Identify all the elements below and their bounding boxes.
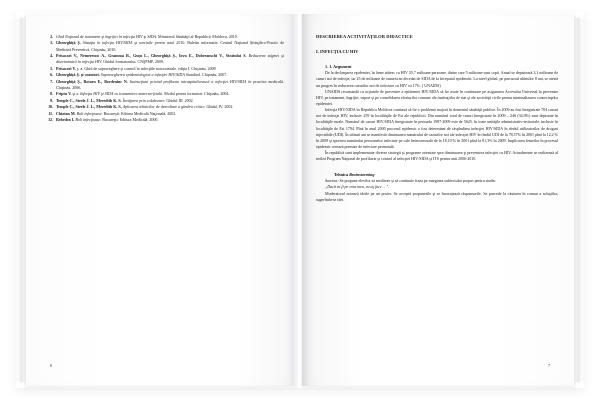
reference-text: Temple C., Steele J. L., Meredith K. S. Învăţarea prin colaborare. Ghidul III. 2002. (56, 97, 194, 103)
reference-number: 8. (50, 91, 53, 97)
reference-text: Gheorghiţă Ş. Situaţia în infecţia HIV/SIDA şi sarcinile pentru anul 2010. Buletin informativ. Centrul Naţional Ştiinţifico-Practic de Medicină Preventivă, Chişinău, 2010. (56, 40, 285, 52)
reference-number: 3. (50, 40, 53, 46)
reference-number: 5. (50, 65, 53, 71)
reference-item (42, 104, 284, 110)
technique-line: Sarcina: Se propune elevilor să mediteze şi să continuie fraza pe marginea subiectului propus pentru studiu (325, 178, 496, 184)
page-left (26, 14, 298, 386)
reference-item (42, 117, 284, 123)
page-left-content (42, 34, 284, 123)
reference-item (42, 66, 284, 72)
subsection-heading: 1. 1. Argument (325, 63, 352, 69)
reference-number: 6. (50, 72, 53, 78)
technique-heading-italic: Brainstorming (349, 172, 375, 178)
page-title: DESCRIEREA ACTIVITĂŢILOR DIDACTICE (316, 34, 413, 39)
reference-text: Friptu V. şi a. Infecţia HIV şi SIDA cu transmitere materno-fetală. Modul pentru formatori. Chişinău, 2004. (56, 91, 230, 97)
reference-number: 4. (50, 53, 53, 59)
reference-text: Temple C., Steele J. L., Meredith K. S. Aplicarea tehnicilor de dezvoltare a gîndirii critice. Ghidul IV. 2002. (56, 104, 234, 110)
body-paragraphs (316, 70, 558, 162)
technique-lines (316, 178, 558, 203)
page-right-content (316, 34, 558, 203)
reference-number: 11. (48, 110, 53, 116)
section-heading: I. INFECŢIA CU HIV (316, 48, 359, 54)
reference-text: Chiotan M. Boli infecţioase. Bucureşti: Editura Medicală Naţională, 2002. (56, 110, 177, 116)
body-paragraph: Infecţia HIV/SIDA în Republica Moldova continuă să fie o problemă majoră în domeniul sănătăţii publice. În 2009 au fost înregistrate 704 cazuri noi de infecţie HIV, inclusiv 259 în localităţile de Est ale republicii. Din numărul total de cazuri înregistrate în 2009 – 246 (34,9%) sunt depistate în localităţile rurale. Numărul de cazuri HIV/SIDA înregistrate în perioada 1987-2009 este de 5625, în toate unităţile administrativ-teritoriale, inclusiv în localităţile de Est 1794. Pînă în anul 2000 procesul epidemic a fost determinat de răspîndirea infecţiei HIV/SIDA în rîndul utilizatorilor de droguri injectabile (UDI). În ultimii ani se manifestă diminuarea numărului de cazurilor noi ale infecţiei HIV în rîndul UDI de la 78,57% în 2001 pînă la 12,2 % în 2009 şi sporirea numărului persoanelor infectate pe cale heterosexuală de la 18,10 % în 2001 pînă la 81,3% în 2009. Implicarea femeilor în procesul epidemic creează premize de infectare perinatală. (316, 107, 558, 150)
page-number-right: 7 (548, 363, 550, 368)
reference-text: Gheorghiţă Ş. şi coautori. Supravegherea epidemiologică a infecţiei HIV/SIDA Standard. Chişinău, 2007. (56, 72, 228, 78)
reference-text: Ghid Naţional de tratament şi îngrijiri în infecţia HIV şi SIDA. Ministerul Sănătăţii al Republicii Moldova, 2010. (56, 34, 238, 39)
reference-text: Prisacari V. ş. a. Ghid de supraveghere şi control în infecţiile nosocomiale. ediţia I. Chişinău, 2008 (56, 65, 216, 71)
reference-text: Rebedea I. Boli infecţioase. Bucureşti: Editura Medicală, 2000. (56, 117, 159, 122)
spacer (316, 163, 558, 173)
reference-list (42, 34, 284, 123)
body-paragraph: În republică sunt implementate diverse strategii şi programe orientate spre diminuarea şi prevenirea infecţiei cu HIV. Actualmente se realizează al treilea Program Naţional de profilaxie şi control al infecţiei HIV/SIDA şi ITS pentru anii 2006-2010. (316, 150, 558, 162)
page-number-left: 6 (50, 363, 52, 368)
reference-item (42, 79, 284, 91)
reference-item (42, 72, 284, 78)
reference-number: 7. (50, 78, 53, 84)
reference-text: Gheorghiţă Ş., Rotaru E., Bordeniuc N. Instrucţiuni privind profilaxia intraspitalicească a infecţiei HIV/SIDA în practica medicală. Chişinău, 2006. (56, 78, 284, 90)
technique-line: Moderatorul notează ideile pe un poster. Se acceptă propunerile şi se încurajează răspunsurile. Se purcede la căutarea în comun a soluţiilor, sugerîndu-se idei. (316, 190, 558, 202)
reference-item (42, 91, 284, 97)
page-right (302, 14, 574, 386)
body-paragraph: De la declanşarea epidemiei, în lume trăiesc cu HIV 35,7 milioane persoane, dintre care 5 milioane sunt copii. Anual se depistează 3,1 milioane de cazuri noi de infecţie, iar 25 de milioane de oameni au decedat de SIDA de la începutul epidemiei. La nivel global, pe parcursul ultimilor 8 ani, se atestă un progres în reducerea cazurilor noi de infectare cu HIV cu 17%. ( UNAIDS) (316, 70, 558, 88)
reference-number: 9. (50, 97, 53, 103)
reference-number: 12. (48, 117, 53, 122)
reference-text: Prisacari V., Nemerenco A., Gramma R., Guţu L., Gheorghiţă Ş., Iovu E., Dobreanschi V., Stratulat S. Reducerea stigmei şi discriminării în infecţia HIV. Ghidul formatorului, CNŞPMP, 2009. (56, 53, 284, 65)
reference-item (42, 111, 284, 117)
body-paragraph: UNAIDS recomandă ca acţiunile de prevenire a epidemiei HIV/SIDA să fie axate în continuare pe asigurarea Accesului Universal la prevenire HIV, pe tratament, îngrijiri, suport şi pe consolidarea eforturilor comune ale instituţiilor de stat şi ale societăţii civile pentru minimalizarea consecinţelor epidemiei. (316, 88, 558, 106)
reference-item (42, 40, 284, 52)
reference-number: 10. (48, 104, 53, 110)
reference-item (42, 98, 284, 104)
reference-item (42, 53, 284, 65)
reference-number: 2. (50, 34, 53, 39)
technique-heading-plain: Tehnica (334, 172, 350, 178)
technique-line: „Dacă ar fi pe voia mea, eu aş face ... ". (325, 184, 390, 190)
reference-item (42, 34, 284, 40)
